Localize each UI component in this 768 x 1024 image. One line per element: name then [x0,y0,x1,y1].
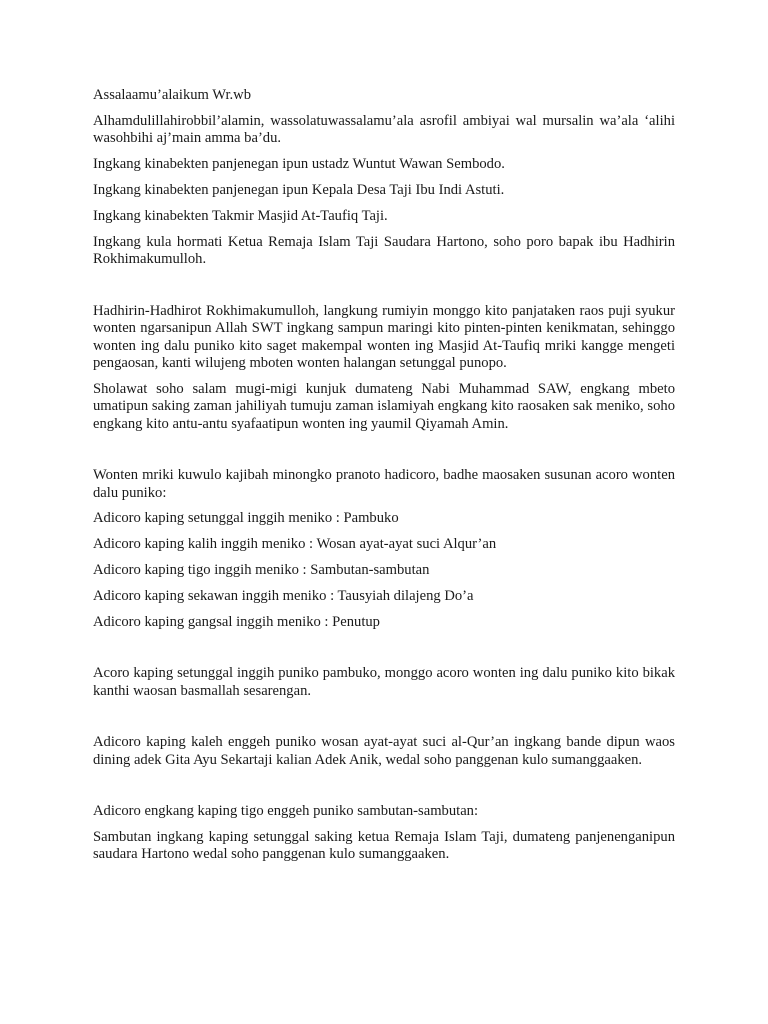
first-speech: Sambutan ingkang kaping setunggal saking ketua Remaja Islam Taji, dumateng panjenenganipun saudara Hartono wedal soho panggenan kulo sumanggaaken. [93,828,675,863]
agenda-item-2: Adicoro kaping kalih inggih meniko : Wosan ayat-ayat suci Alqur’an [93,536,497,553]
quran-recitation-session: Adicoro kaping kaleh enggeh puniko wosan ayat-ayat suci al-Qur’an ingkang bande dipun waos dining adek Gita Ayu Sekartaji kalian Adek Anik, wedal soho panggenan kulo sumanggaaken. [93,734,675,768]
honorific-village-head: Ingkang kinabekten panjenegan ipun Kepala Desa Taji Ibu Indi Astuti. [93,182,505,199]
gratitude-paragraph: Hadhirin-Hadhirot Rokhimakumulloh, langkung rumiyin monggo kito panjataken raos puji syukur wonten ngarsanipun Allah SWT ingkang sampun maringi kito pinten-pinten kenikmatan, sehinggo wonten ing dalu puniko kito saget makempal wonten ing Masjid At-Taufiq mriki kangge mengeti pengaosan, kanti wilujeng mboten wonten halangan setunggal punopo. [93,302,675,371]
agenda-item-5: Adicoro kaping gangsal inggih meniko : Penutup [93,614,380,631]
agenda-item-3: Adicoro kaping tigo inggih meniko : Sambutan-sambutan [93,562,430,579]
opening-prayer: Alhamdulillahirobbil’alamin, wassolatuwassalamu’ala asrofil ambiyai wal mursalin wa’ala ‘alihi wasohbihi aj’main amma ba’du. [93,112,675,147]
agenda-item-1: Adicoro kaping setunggal inggih meniko : Pambuko [93,510,399,527]
agenda-item-4: Adicoro kaping sekawan inggih meniko : Tausyiah dilajeng Do’a [93,588,474,605]
speeches-intro: Adicoro engkang kaping tigo enggeh puniko sambutan-sambutan: [93,803,479,820]
opening-session: Acoro kaping setunggal inggih puniko pambuko, monggo acoro wonten ing dalu puniko kito bikak kanthi waosan basmallah sesarengan. [93,665,675,699]
document-page [93,87,675,872]
honorific-takmir: Ingkang kinabekten Takmir Masjid At-Taufiq Taji. [93,208,388,225]
honorific-ustadz: Ingkang kinabekten panjenegan ipun ustadz Wuntut Wawan Sembodo. [93,156,505,173]
greeting: Assalaamu’alaikum Wr.wb [93,87,252,103]
sholawat-paragraph: Sholawat soho salam mugi-migi kunjuk dumateng Nabi Muhammad SAW, engkang mbeto umatipun saking zaman jahiliyah tumuju zaman islamiyah engkang kito raosaken sak meniko, soho engkang kito antu-antu syafaatipun wonten ing yaumil Qiyamah Amin. [93,380,675,432]
honorific-youth-leader: Ingkang kula hormati Ketua Remaja Islam Taji Saudara Hartono, soho poro bapak ibu Hadhirin Rokhimakumulloh. [93,233,675,268]
agenda-intro: Wonten mriki kuwulo kajibah minongko pranoto hadicoro, badhe maosaken susunan acoro wonten dalu puniko: [93,467,675,501]
